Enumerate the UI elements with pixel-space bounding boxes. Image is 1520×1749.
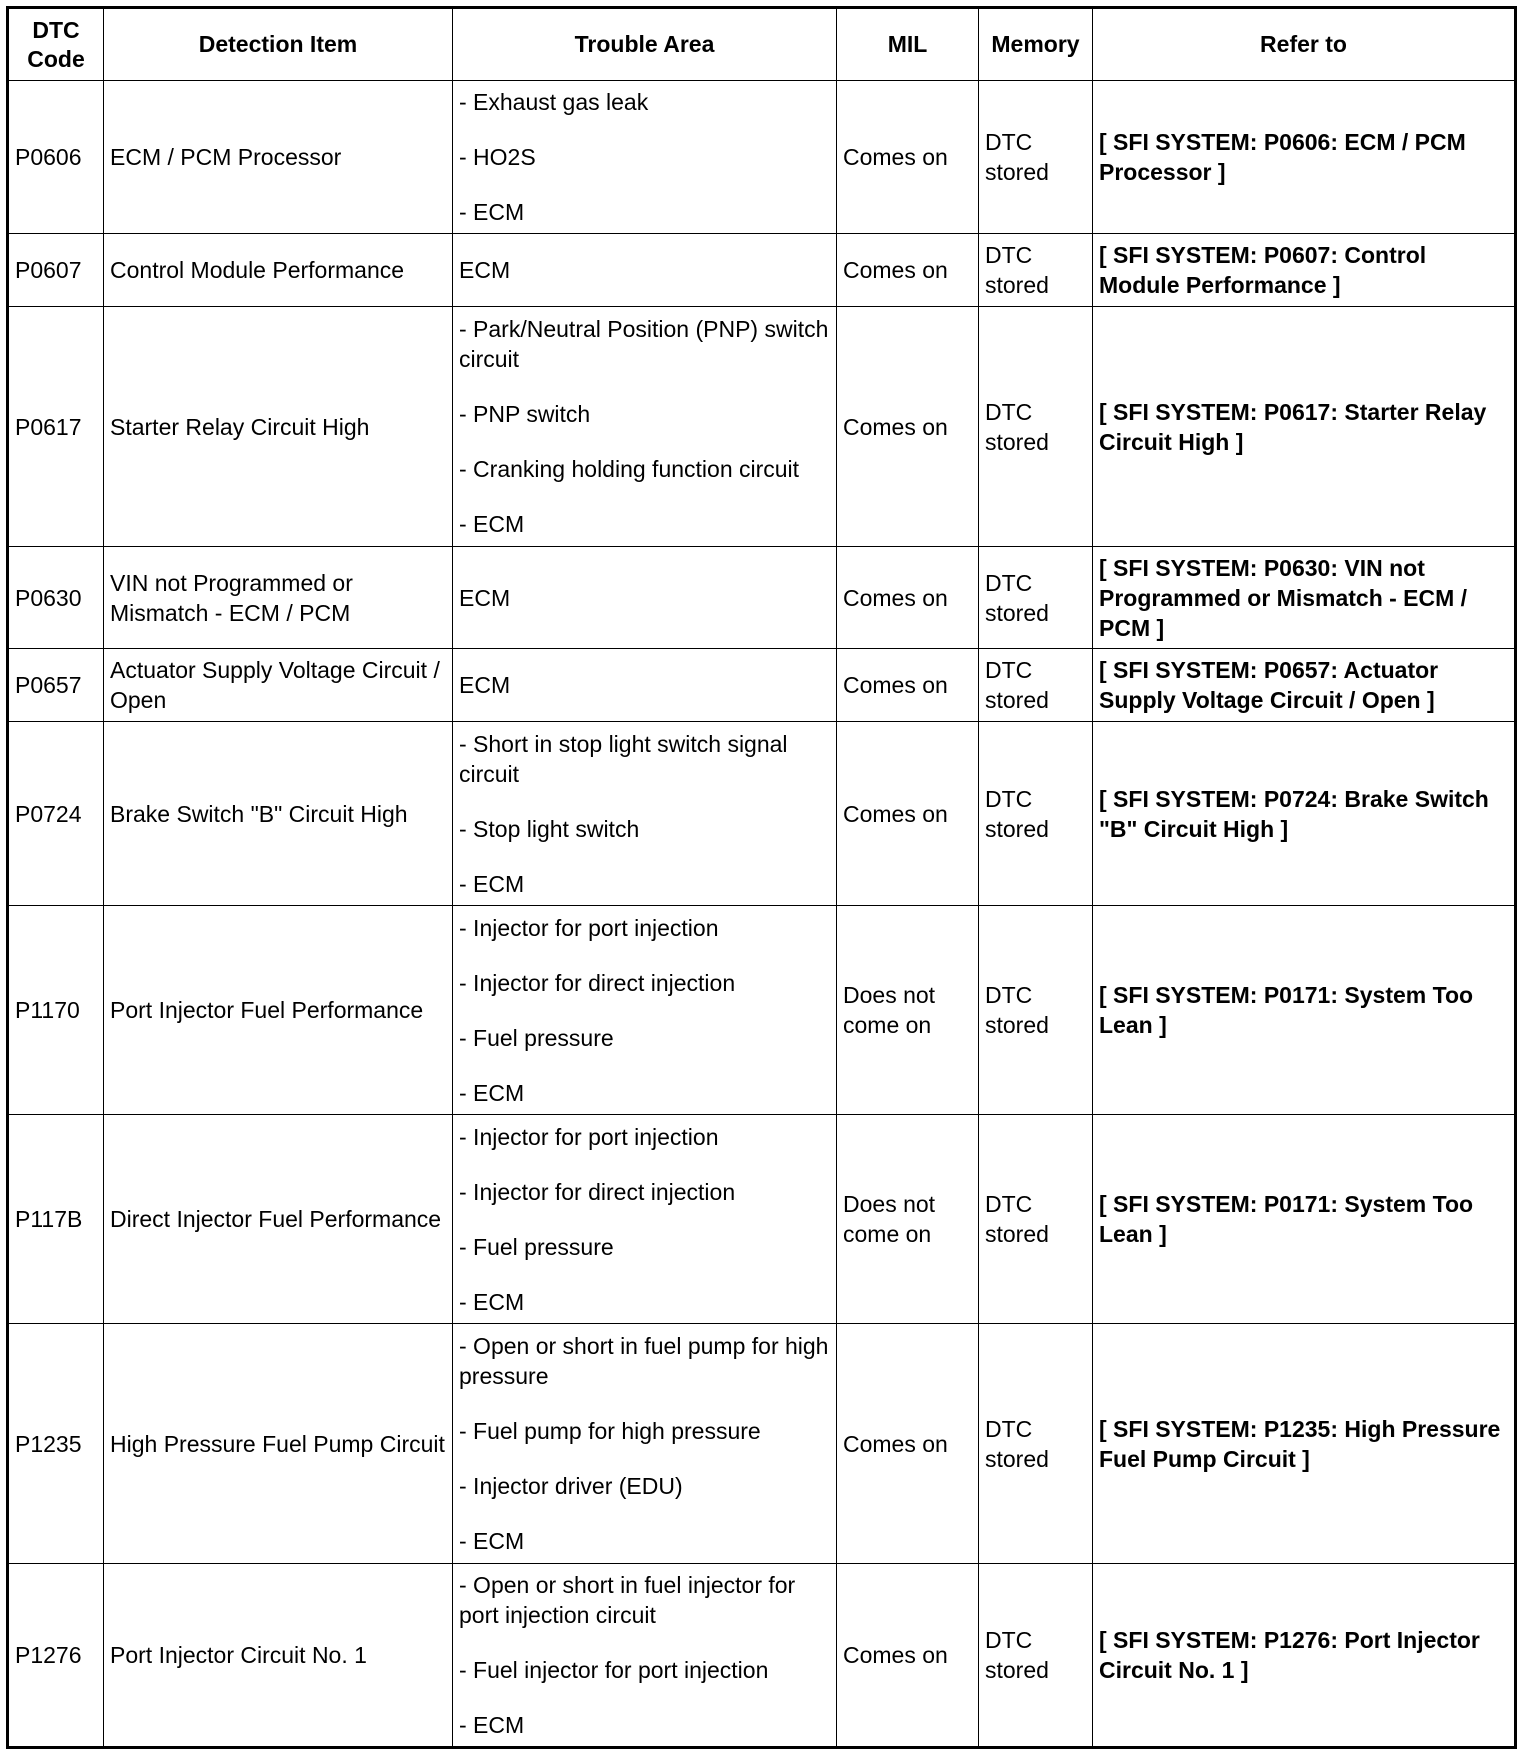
- trouble-area-item: - ECM: [459, 1079, 525, 1106]
- table-row: [8, 906, 1516, 1115]
- trouble-area-item: - Exhaust gas leak: [459, 89, 649, 115]
- detection-item-cell: VIN not Programmed or Mismatch - ECM / PCM: [104, 547, 453, 649]
- header-dtc-code: DTC Code: [8, 8, 104, 81]
- mil-cell: Comes on: [837, 649, 979, 722]
- trouble-area-cell: [453, 722, 837, 906]
- trouble-area-item: ECM: [459, 672, 511, 698]
- trouble-area-cell: [453, 906, 837, 1115]
- header-memory: Memory: [979, 8, 1093, 81]
- detection-item-cell: Control Module Performance: [104, 234, 453, 307]
- memory-cell: DTC stored: [979, 307, 1093, 547]
- detection-item-cell: Port Injector Fuel Performance: [104, 906, 453, 1115]
- dtc-code-cell: P0657: [8, 649, 104, 722]
- trouble-area-cell: [453, 307, 837, 547]
- refer-to-cell: [ SFI SYSTEM: P0630: VIN not Programmed or Mismatch - ECM / PCM ]: [1093, 547, 1516, 649]
- refer-to-cell: [ SFI SYSTEM: P0657: Actuator Supply Voltage Circuit / Open ]: [1093, 649, 1516, 722]
- memory-cell: DTC stored: [979, 906, 1093, 1115]
- detection-item-cell: ECM / PCM Processor: [104, 81, 453, 234]
- trouble-area-item: - Park/Neutral Position (PNP) switch circuit: [459, 316, 829, 372]
- header-detection-item: Detection Item: [104, 8, 453, 81]
- dtc-code-cell: P1170: [8, 906, 104, 1115]
- trouble-area-item: - PNP switch: [459, 401, 591, 427]
- refer-to-cell: [ SFI SYSTEM: P0606: ECM / PCM Processor ]: [1093, 81, 1516, 234]
- trouble-area-item: - Fuel injector for port injection: [459, 1657, 769, 1683]
- header-mil: MIL: [837, 8, 979, 81]
- trouble-area-item: ECM: [459, 584, 511, 611]
- trouble-area-item: - ECM: [459, 1712, 525, 1738]
- trouble-area-item: - Short in stop light switch signal circuit: [459, 730, 788, 787]
- memory-cell: DTC stored: [979, 234, 1093, 307]
- mil-cell: Comes on: [837, 307, 979, 547]
- refer-to-cell: [ SFI SYSTEM: P0171: System Too Lean ]: [1093, 1115, 1516, 1324]
- table-row: [8, 1564, 1516, 1748]
- trouble-area-item: - Fuel pressure: [459, 1024, 614, 1051]
- memory-cell: DTC stored: [979, 547, 1093, 649]
- refer-to-cell: [ SFI SYSTEM: P0607: Control Module Performance ]: [1093, 234, 1516, 307]
- trouble-area-cell: [453, 1324, 837, 1564]
- dtc-code-cell: P117B: [8, 1115, 104, 1324]
- mil-cell: Does not come on: [837, 1115, 979, 1324]
- table-row: [8, 649, 1516, 722]
- refer-to-cell: [ SFI SYSTEM: P0617: Starter Relay Circuit High ]: [1093, 307, 1516, 547]
- memory-cell: DTC stored: [979, 1564, 1093, 1748]
- refer-to-cell: [ SFI SYSTEM: P0724: Brake Switch "B" Circuit High ]: [1093, 722, 1516, 906]
- table-row: [8, 1115, 1516, 1324]
- trouble-area-item: - HO2S: [459, 144, 536, 170]
- mil-cell: Comes on: [837, 234, 979, 307]
- detection-item-cell: High Pressure Fuel Pump Circuit: [104, 1324, 453, 1564]
- memory-cell: DTC stored: [979, 81, 1093, 234]
- dtc-table: [6, 6, 1517, 1749]
- trouble-area-cell: [453, 1115, 837, 1324]
- trouble-area-item: - ECM: [459, 1288, 525, 1315]
- detection-item-cell: Actuator Supply Voltage Circuit / Open: [104, 649, 453, 722]
- mil-cell: Comes on: [837, 1324, 979, 1564]
- header-row: [8, 8, 1516, 81]
- dtc-code-cell: P0607: [8, 234, 104, 307]
- mil-cell: Comes on: [837, 81, 979, 234]
- header-refer-to: Refer to: [1093, 8, 1516, 81]
- trouble-area-item: - ECM: [459, 1528, 525, 1554]
- table-body: [8, 81, 1516, 1748]
- table-row: [8, 234, 1516, 307]
- memory-cell: DTC stored: [979, 649, 1093, 722]
- trouble-area-item: - Cranking holding function circuit: [459, 456, 800, 482]
- trouble-area-item: - Injector for port injection: [459, 1123, 719, 1150]
- dtc-code-cell: P1235: [8, 1324, 104, 1564]
- dtc-code-cell: P0724: [8, 722, 104, 906]
- trouble-area-item: - Fuel pump for high pressure: [459, 1418, 761, 1444]
- memory-cell: DTC stored: [979, 722, 1093, 906]
- mil-cell: Comes on: [837, 547, 979, 649]
- trouble-area-item: - ECM: [459, 511, 525, 537]
- table-row: [8, 81, 1516, 234]
- trouble-area-item: - Injector for direct injection: [459, 1178, 736, 1205]
- trouble-area-item: ECM: [459, 257, 511, 283]
- trouble-area-item: - ECM: [459, 870, 525, 897]
- table-row: [8, 307, 1516, 547]
- trouble-area-item: - Open or short in fuel injector for port injection circuit: [459, 1572, 796, 1628]
- refer-to-cell: [ SFI SYSTEM: P1276: Port Injector Circuit No. 1 ]: [1093, 1564, 1516, 1748]
- trouble-area-item: - Injector for direct injection: [459, 969, 736, 996]
- mil-cell: Comes on: [837, 1564, 979, 1748]
- detection-item-cell: Starter Relay Circuit High: [104, 307, 453, 547]
- detection-item-cell: Direct Injector Fuel Performance: [104, 1115, 453, 1324]
- mil-cell: Comes on: [837, 722, 979, 906]
- trouble-area-cell: [453, 81, 837, 234]
- trouble-area-item: - Fuel pressure: [459, 1233, 614, 1260]
- dtc-code-cell: P0617: [8, 307, 104, 547]
- mil-cell: Does not come on: [837, 906, 979, 1115]
- dtc-code-cell: P0606: [8, 81, 104, 234]
- refer-to-cell: [ SFI SYSTEM: P0171: System Too Lean ]: [1093, 906, 1516, 1115]
- header-trouble-area: Trouble Area: [453, 8, 837, 81]
- trouble-area-cell: [453, 1564, 837, 1748]
- trouble-area-cell: [453, 547, 837, 649]
- dtc-code-cell: P0630: [8, 547, 104, 649]
- table-row: [8, 547, 1516, 649]
- table-row: [8, 1324, 1516, 1564]
- memory-cell: DTC stored: [979, 1324, 1093, 1564]
- trouble-area-cell: [453, 234, 837, 307]
- trouble-area-item: - Stop light switch: [459, 815, 640, 842]
- trouble-area-cell: [453, 649, 837, 722]
- refer-to-cell: [ SFI SYSTEM: P1235: High Pressure Fuel Pump Circuit ]: [1093, 1324, 1516, 1564]
- memory-cell: DTC stored: [979, 1115, 1093, 1324]
- trouble-area-item: - Open or short in fuel pump for high pressure: [459, 1333, 829, 1389]
- trouble-area-item: - Injector driver (EDU): [459, 1473, 683, 1499]
- detection-item-cell: Brake Switch "B" Circuit High: [104, 722, 453, 906]
- table-row: [8, 722, 1516, 906]
- detection-item-cell: Port Injector Circuit No. 1: [104, 1564, 453, 1748]
- dtc-code-cell: P1276: [8, 1564, 104, 1748]
- trouble-area-item: - Injector for port injection: [459, 914, 719, 941]
- trouble-area-item: - ECM: [459, 199, 525, 225]
